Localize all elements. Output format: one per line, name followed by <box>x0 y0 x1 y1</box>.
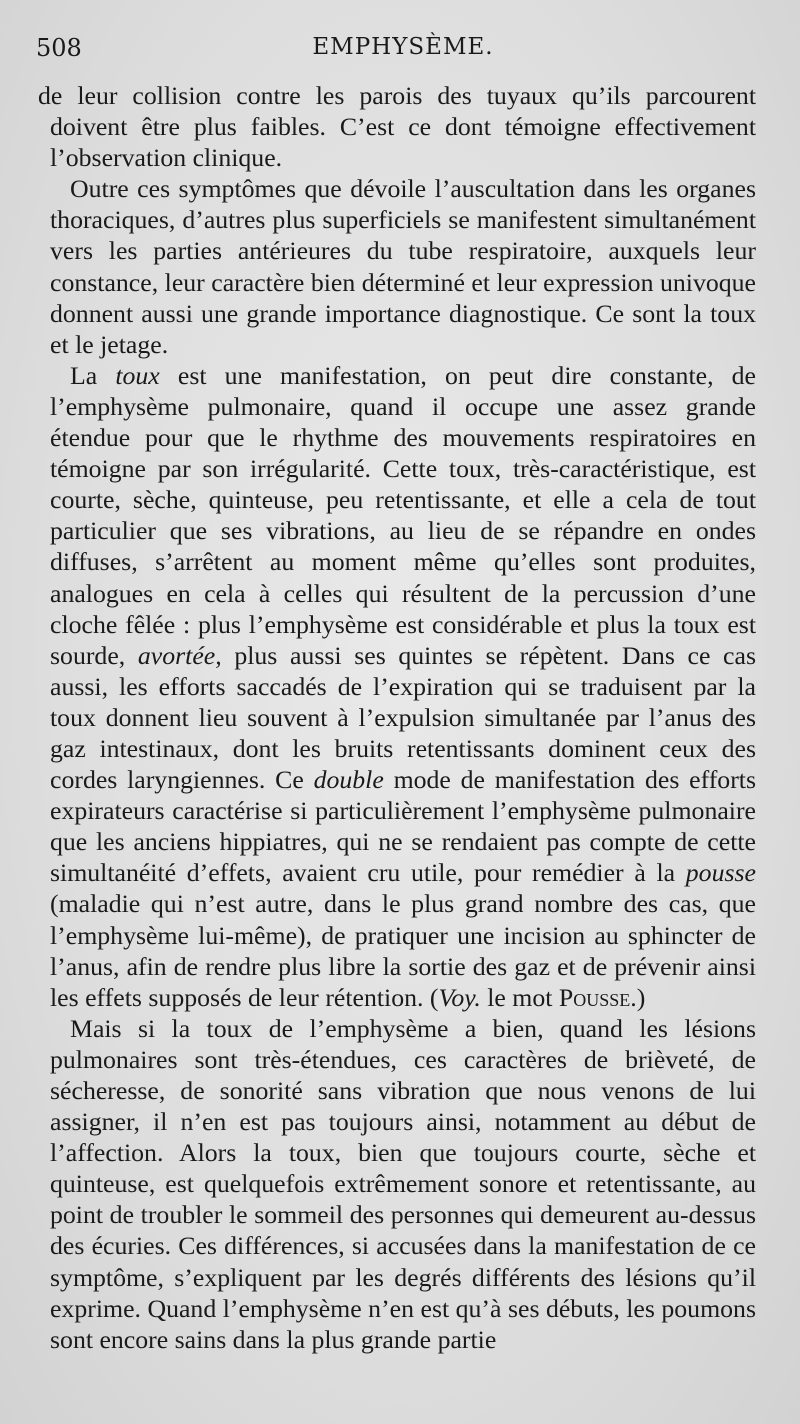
p3-text-i: (maladie qui n’est autre, dans le plus grand nombre des cas, que l’emphysème lui-même), de pratiquer une incision au sphincter de l’anus, afin de rendre plus libre la sortie des gaz et de prévenir ainsi les effets supposés de leur rétention. ( <box>50 889 756 1012</box>
p3-text-c: est une manifestation, on peut dire constante, de l’emphysème pulmonaire, quand il occupe une assez grande étendue pour que le rhythme des mouvements respiratoires en témoigne par son irrégularité. Cette toux, très-caractéristique, est courte, sèche, quinteuse, peu retentissante, et elle a cela de tout particulier que ses vibrations, au lieu de se répandre en ondes diffuses, s’arrêtent au moment même qu’elles sont produites, analogues en cela à celles qui résultent de la percussion d’une cloche fêlée : plus l’emphysème est considérable et plus la toux est sourde, <box>50 360 756 670</box>
paragraph-2: Outre ces symptômes que dévoile l’auscultation dans les organes thoraciques, d’autres plus superficiels se manifestent simultanément vers les parties antérieures du tube respiratoire, auxquels leur constance, leur caractère bien déterminé et leur expression univoque donnent aussi une grande importance diagnostique. Ce sont la toux et le jetage. <box>50 174 756 359</box>
p3-text-g: mode de manifestation des efforts expirateurs caractérise si particulièrement l’emphysème pulmonaire que les anciens hippiatres, qui ne se rendaient pas compte de cette simultanéité d’effets, avaient cru utile, pour remédier à la <box>50 765 756 888</box>
p3-italic-toux: toux <box>115 360 160 390</box>
p3-text-k: le mot <box>480 982 559 1012</box>
p3-text-e: plus aussi ses quintes se répètent. Dans ce cas aussi, les efforts saccadés de l’expiration qui se traduisent par la toux donnent lieu souvent à l’expulsion simultanée par l’anus des gaz intestinaux, dont les bruits retentissants dominent ceux des cordes laryngiennes. Ce <box>50 640 756 795</box>
p3-smallcaps-pousse: Pousse <box>558 982 631 1012</box>
p3-italic-pousse: pousse <box>685 858 756 888</box>
page-number: 508 <box>36 34 82 62</box>
p3-italic-avortee: avortée, <box>137 640 222 670</box>
running-head <box>36 28 756 66</box>
paragraph-4: Mais si la toux de l’emphysème a bien, quand les lésions pulmonaires sont très-étendues, ces caractères de brièveté, de sécheresse, de sonorité sans vibration que nous venons de lui assigner, il n’en est pas toujours ainsi, notamment au début de l’affection. Alors la toux, bien que toujours courte, sèche et quinteuse, est quelquefois extrêmement sonore et retentissante, au point de troubler le sommeil des personnes qui demeurent au-dessus des écuries. Ces différences, si accusées dans la manifestation de ce symptôme, s’expliquent par les degrés différents des lésions qu’il exprime. Quand l’emphysème n’en est qu’à ses débuts, les poumons sont encore sains dans la plus grande partie <box>50 1013 756 1354</box>
paragraph-3 <box>50 360 756 1013</box>
p3-italic-voy: Voy. <box>438 982 481 1012</box>
p3-text-a: La <box>70 360 116 390</box>
body-text <box>38 80 756 1355</box>
paragraph-1: de leur collision contre les parois des tuyaux qu’ils parcourent doivent être plus faibles. C’est ce dont témoigne effectivement l’observation clinique. <box>38 81 756 173</box>
p3-text-m: .) <box>630 982 646 1012</box>
p3-italic-double: double <box>313 765 384 795</box>
running-title: EMPHYSÈME. <box>312 34 494 60</box>
